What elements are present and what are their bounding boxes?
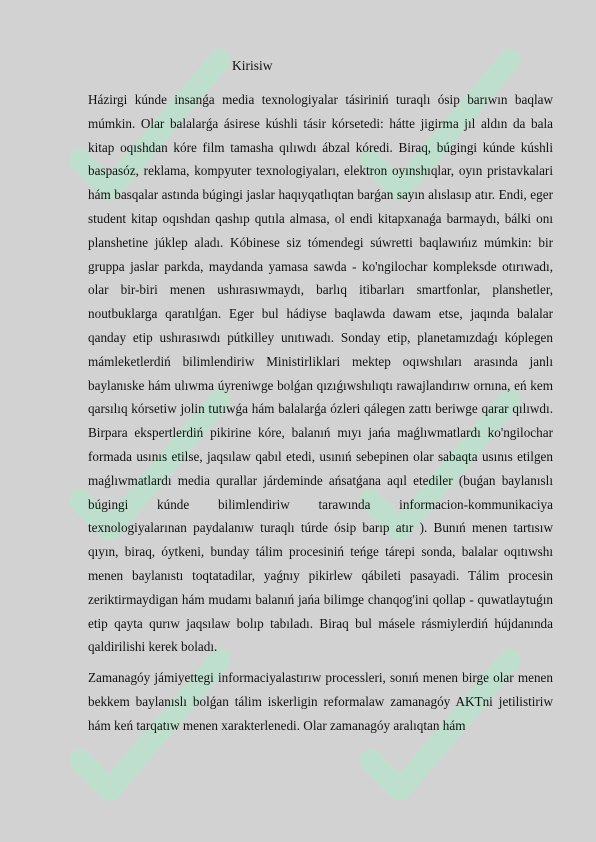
paragraph: Házirgi kúnde insanǵa media texnologiyalar tásiriniń turaqlı ósip barıwın baqlaw múmkin. Olar balalarǵa ásirese kúshli tásir kórsetedi: hátte jigirma jıl aldın da bala kitap oqıshdan kóre film tamasha qılıwdı ábzal kóredi. Biraq, búgingi kúnde kúshli baspasóz, reklama, kompyuter texnologiyaları, elektron oyınshıqlar, oyın pristavkalari hám basqalar astında búgingi jaslar haqıyqatlıqtan barǵan sayın alıslasıp atır. Endi, eger student kitap oqıshdan qashıp qutıla almasa, ol endi kitapxanaǵa barmaydı, bálki onı planshetine júklep aladı. Kóbinese siz tómendegi súwretti baqlawıńız múmkin: bir gruppa jaslar parkda, maydanda yamasa sawda - ko'ngilochar kompleksde otırıwadı, olar bir-biri menen ushırasıwmaydı, barlıq itibarları smartfonlar, planshetler, noutbuklarga qaratılǵan. Eger bul hádiyse baqlawda dawam etse, jaqında balalar qanday etip ushırasıwdı pútkilley unıtıwadı. Sonday etip, planetamızdaǵı kóplegen mámleketlerdiń bilimlendiriw Ministirliklari mektep oqıwshıları arasında janlı baylanıske hám ulıwma úyreniwge bolǵan qızıǵıwshılıqtı rawajlandırıw ornına, eń kem qarsılıq kórsetiw jolin tutıwǵa hám balalarǵa ózleri qálegen zattı beriwge qarar qılıwdı. Birpara ekspertlerdiń pikirine kóre, balanıń mıyı jańa maǵlıwmatlardı ko'ngilochar formada usınıs etilse, jaqsılaw qabıl etedi, usınıń sebepinen olar sabaqta usınıs etilgen maǵlıwmatlardı media qurallar járdeminde ańsatǵana aqıl etediler (buǵan baylanıslı búgingi kúnde bilimlendiriw tarawında informacion-kommunikaciya texnologiyalarınan paydalanıw turaqlı túrde ósip barıp atır ). Bunıń menen tartısıw qıyın, biraq, óytkeni, bunday tálim procesiniń teńge tárepi sonda, balalar oqıtıwshı menen baylanıstı toqtatadilar, yaǵnıy pikirlew qábileti pasayadi. Tálim procesin zeriktirmaydigan hám mudamı balanıń jańa bilimge chanqog'ini qollap - quwatlaytuǵın etip qayta qurıw jaqsılaw bolıp tabıladı. Biraq bul másele rásmiylerdiń hújdanında qaldirilishi kerek boladı. — [88, 92, 553, 655]
paragraph: Zamanagóy jámiyettegi informaciyalastırıw processleri, sonıń menen birge olar menen bekkem baylanıslı bolǵan tálim iskerligin reformalaw zamanagóy AKTni jetilistiriw hám keń tarqatıw menen xarakterlenedi. Olar zamanagóy aralıqtan hám — [88, 670, 553, 733]
page-title: Kirisiw — [232, 58, 273, 73]
document-body — [88, 88, 553, 738]
